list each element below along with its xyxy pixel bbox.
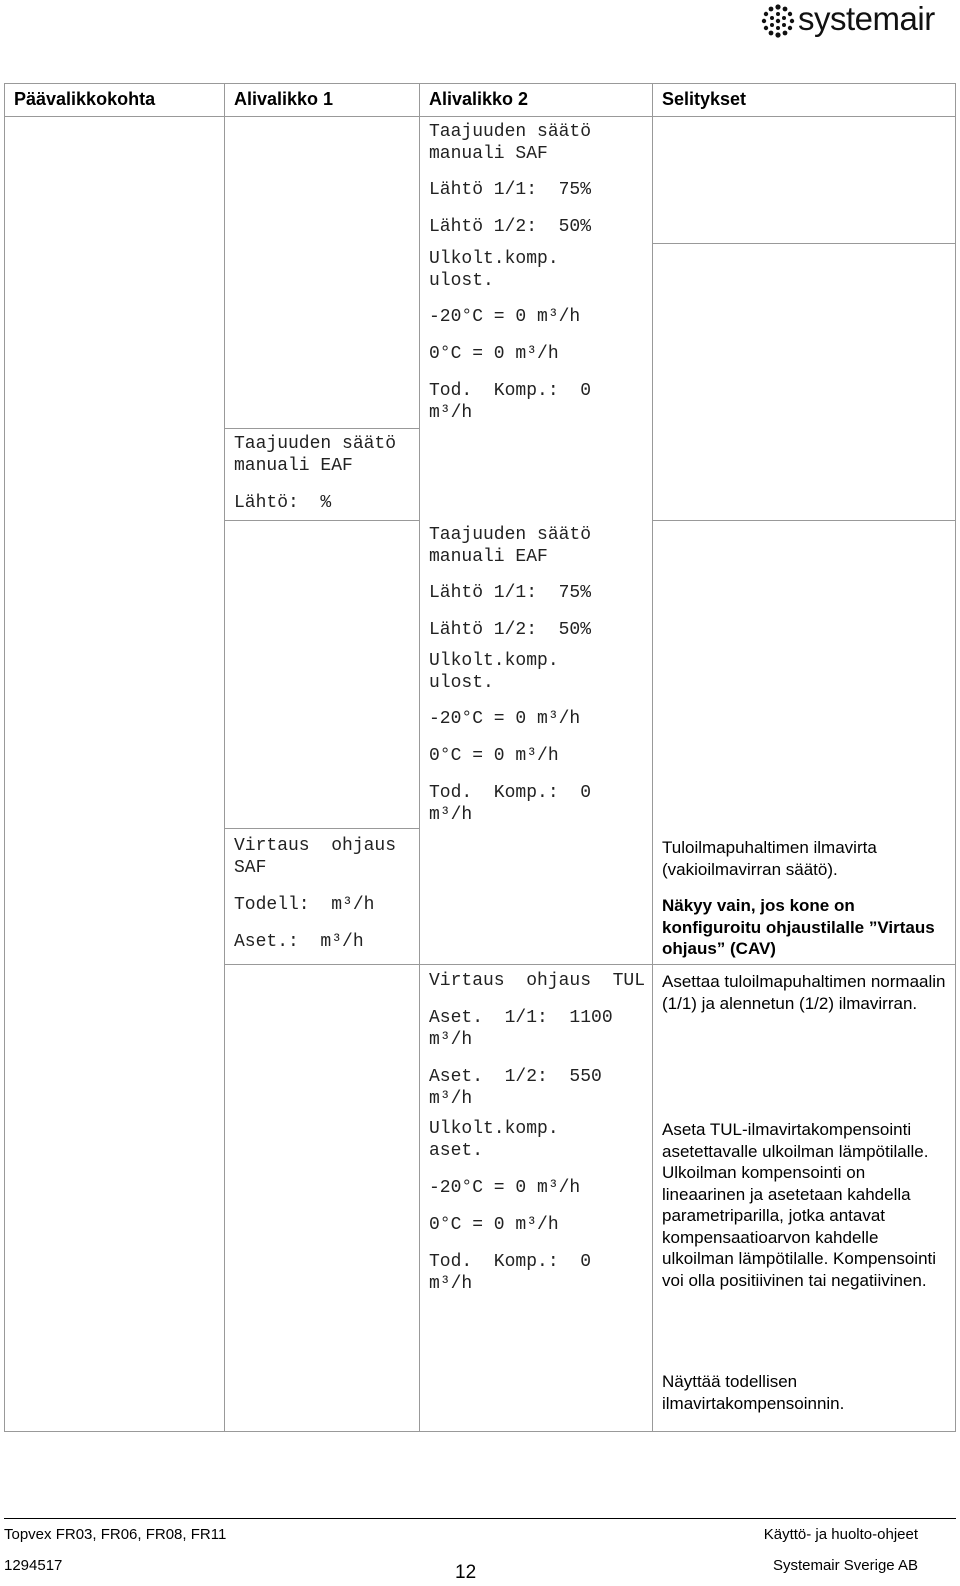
page-number: 12 <box>455 1562 477 1583</box>
tul-set-1: Aset. 1/1: 1100 m³/h <box>429 1008 613 1050</box>
eaf-main-title: Taajuuden säätö manuali EAF <box>234 434 397 476</box>
tul-minus20: -20°C = 0 m³/h <box>429 1178 581 1198</box>
menu-table <box>4 83 956 1432</box>
eaf-actual: Tod. Komp.: 0 m³/h <box>429 783 592 825</box>
header-main-menu: Päävalikkokohta <box>14 89 156 109</box>
saf-comp: Ulkolt.komp. ulost. <box>429 249 559 291</box>
eaf-minus20: -20°C = 0 m³/h <box>429 709 581 729</box>
tul-comp: Ulkolt.komp. aset. <box>429 1119 559 1161</box>
logo-dots-icon <box>758 2 798 40</box>
tul-zero: 0°C = 0 m³/h <box>429 1215 559 1235</box>
footer-doc-number: 1294517 <box>4 1557 63 1574</box>
desc-visible: Näkyy vain, jos kone on konfiguroitu ohjaustilalle ”Virtaus ohjaus” (CAV) <box>662 896 935 958</box>
header-submenu-1: Alivalikko 1 <box>234 89 334 109</box>
eaf-comp: Ulkolt.komp. ulost. <box>429 651 559 693</box>
eaf-main-output: Lähtö: % <box>234 493 332 513</box>
desc-flow: Tuloilmapuhaltimen ilmavirta (vakioilmavirran säätö). <box>662 838 877 879</box>
tul-title: Virtaus ohjaus TUL <box>429 971 646 991</box>
desc-sets: Asettaa tuloilmapuhaltimen normaalin (1/1) ja alennetun (1/2) ilmavirran. <box>662 972 946 1013</box>
systemair-logo <box>758 2 948 40</box>
eaf-zero: 0°C = 0 m³/h <box>429 746 559 766</box>
flow-main-title: Virtaus ohjaus SAF <box>234 836 397 878</box>
footer-product: Topvex FR03, FR06, FR08, FR11 <box>4 1526 227 1543</box>
eaf-output-2: Lähtö 1/2: 50% <box>429 620 592 640</box>
saf-actual: Tod. Komp.: 0 m³/h <box>429 381 592 423</box>
footer-divider <box>4 1518 956 1519</box>
header-descriptions: Selitykset <box>662 89 747 109</box>
desc-actual: Näyttää todellisen ilmavirtakompensoinnin. <box>662 1372 845 1413</box>
header-submenu-2: Alivalikko 2 <box>429 89 529 109</box>
desc-comp: Aseta TUL-ilmavirtakompensointi asetettavalle ulkoilman lämpötilalle. Ulkoilman kompensointi on lineaarinen ja asetetaan kahdella parametriparilla, jotka antavat kompensaatioarvon kahdelle ulkoilman lämpötilalle. Kompensointi voi olla positiivinen tai negatiivinen. <box>662 1120 937 1290</box>
saf-minus20: -20°C = 0 m³/h <box>429 307 581 327</box>
footer-doc-type: Käyttö- ja huolto-ohjeet <box>763 1526 918 1543</box>
eaf-title: Taajuuden säätö manuali EAF <box>429 525 592 567</box>
saf-zero: 0°C = 0 m³/h <box>429 344 559 364</box>
footer-company: Systemair Sverige AB <box>772 1557 918 1574</box>
saf-output-1: Lähtö 1/1: 75% <box>429 180 592 200</box>
flow-main-set: Aset.: m³/h <box>234 932 364 952</box>
saf-output-2: Lähtö 1/2: 50% <box>429 217 592 237</box>
tul-set-2: Aset. 1/2: 550 m³/h <box>429 1067 602 1109</box>
eaf-output-1: Lähtö 1/1: 75% <box>429 583 592 603</box>
logo-text: systemair <box>798 0 935 37</box>
tul-actual: Tod. Komp.: 0 m³/h <box>429 1252 592 1294</box>
saf-title: Taajuuden säätö manuali SAF <box>429 122 592 164</box>
flow-main-actual: Todell: m³/h <box>234 895 375 915</box>
